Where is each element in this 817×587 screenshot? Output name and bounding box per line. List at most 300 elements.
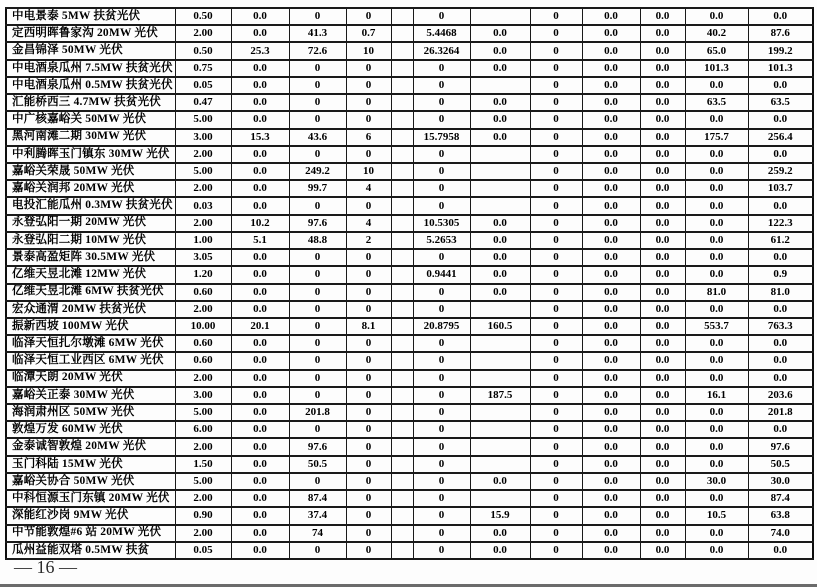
table-row <box>6 77 813 94</box>
value-cell: 256.4 <box>748 129 813 146</box>
value-cell: 0 <box>530 318 582 335</box>
value-cell: 0.0 <box>582 163 640 180</box>
value-cell: 0.0 <box>470 25 530 42</box>
value-cell: 0.0 <box>231 421 289 438</box>
plant-name-cell: 振新西坡 100MW 光伏 <box>6 318 175 335</box>
plant-name-cell: 玉门科陆 15MW 光伏 <box>6 456 175 473</box>
value-cell: 0 <box>289 249 346 266</box>
value-cell: 63.5 <box>748 94 813 111</box>
plant-name-cell: 汇能桥西三 4.7MW 扶贫光伏 <box>6 94 175 111</box>
spacer-cell <box>391 77 413 94</box>
value-cell: 199.2 <box>748 42 813 59</box>
value-cell: 0 <box>530 111 582 128</box>
value-cell: 5.1 <box>231 232 289 249</box>
value-cell: 48.8 <box>289 232 346 249</box>
value-cell: 0.0 <box>640 215 685 232</box>
value-cell: 0.0 <box>231 370 289 387</box>
value-cell: 122.3 <box>748 215 813 232</box>
value-cell: 50.5 <box>289 456 346 473</box>
value-cell: 0 <box>346 146 391 163</box>
value-cell: 0 <box>413 249 470 266</box>
value-cell: 0 <box>289 352 346 369</box>
value-cell: 0 <box>413 352 470 369</box>
value-cell: 0 <box>346 60 391 77</box>
value-cell: 2 <box>346 232 391 249</box>
value-cell: 50.5 <box>748 456 813 473</box>
value-cell: 0 <box>289 60 346 77</box>
value-cell: 0 <box>289 473 346 490</box>
value-cell: 0.90 <box>175 507 231 524</box>
value-cell: 2.00 <box>175 525 231 542</box>
value-cell: 0.0 <box>231 25 289 42</box>
value-cell: 15.9 <box>470 507 530 524</box>
value-cell: 0 <box>346 249 391 266</box>
value-cell: 0.0 <box>640 197 685 214</box>
plant-name-cell: 亿维天昱北滩 6MW 扶贫光伏 <box>6 284 175 301</box>
value-cell: 0.0 <box>685 146 748 163</box>
table-body <box>6 8 813 559</box>
value-cell: 0 <box>530 542 582 559</box>
value-cell: 0.0 <box>582 60 640 77</box>
value-cell: 0.0 <box>582 404 640 421</box>
value-cell: 0.0 <box>470 94 530 111</box>
value-cell: 0 <box>413 163 470 180</box>
value-cell: 0 <box>530 42 582 59</box>
value-cell: 0.0 <box>748 8 813 25</box>
value-cell: 203.6 <box>748 387 813 404</box>
value-cell: 8.1 <box>346 318 391 335</box>
value-cell: 0 <box>289 542 346 559</box>
spacer-cell <box>391 215 413 232</box>
value-cell: 0.0 <box>685 456 748 473</box>
value-cell: 249.2 <box>289 163 346 180</box>
value-cell <box>470 335 530 352</box>
spacer-cell <box>391 146 413 163</box>
value-cell: 5.4468 <box>413 25 470 42</box>
value-cell: 101.3 <box>748 60 813 77</box>
value-cell: 0.0 <box>685 335 748 352</box>
value-cell: 0.0 <box>640 180 685 197</box>
spacer-cell <box>391 94 413 111</box>
value-cell: 0.0 <box>748 146 813 163</box>
value-cell: 81.0 <box>685 284 748 301</box>
value-cell: 0.75 <box>175 60 231 77</box>
value-cell: 4 <box>346 215 391 232</box>
value-cell: 0 <box>530 60 582 77</box>
value-cell: 0 <box>413 370 470 387</box>
plant-name-cell: 宏众通渭 20MW 扶贫光伏 <box>6 301 175 318</box>
value-cell: 0.0 <box>582 94 640 111</box>
value-cell: 0.0 <box>582 370 640 387</box>
spacer-cell <box>391 42 413 59</box>
value-cell: 0.0 <box>582 421 640 438</box>
value-cell: 0 <box>530 180 582 197</box>
value-cell: 0 <box>346 370 391 387</box>
value-cell: 0.60 <box>175 335 231 352</box>
table-row <box>6 352 813 369</box>
value-cell: 0.0 <box>470 215 530 232</box>
value-cell: 10.00 <box>175 318 231 335</box>
table-row <box>6 335 813 352</box>
value-cell: 0.0 <box>640 94 685 111</box>
value-cell: 0 <box>289 301 346 318</box>
value-cell: 5.2653 <box>413 232 470 249</box>
value-cell <box>470 438 530 455</box>
value-cell: 0 <box>346 301 391 318</box>
value-cell: 0.0 <box>470 129 530 146</box>
value-cell: 0.0 <box>685 352 748 369</box>
value-cell: 0.0 <box>685 215 748 232</box>
value-cell: 0 <box>346 490 391 507</box>
value-cell: 6 <box>346 129 391 146</box>
value-cell: 0.0 <box>685 404 748 421</box>
value-cell: 0.0 <box>582 215 640 232</box>
value-cell: 0.0 <box>640 421 685 438</box>
value-cell: 0.0 <box>231 473 289 490</box>
value-cell: 0 <box>346 438 391 455</box>
plant-name-cell: 中节能敦煌#6 站 20MW 光伏 <box>6 525 175 542</box>
value-cell: 3.05 <box>175 249 231 266</box>
plant-name-cell: 中科恒源玉门东镇 20MW 光伏 <box>6 490 175 507</box>
value-cell: 0.0 <box>231 77 289 94</box>
value-cell: 0 <box>530 525 582 542</box>
value-cell: 0 <box>530 146 582 163</box>
value-cell <box>470 180 530 197</box>
value-cell: 0.0 <box>748 77 813 94</box>
spacer-cell <box>391 507 413 524</box>
value-cell: 0.0 <box>470 42 530 59</box>
value-cell: 0.0 <box>640 387 685 404</box>
plant-name-cell: 定西明晖鲁家沟 20MW 光伏 <box>6 25 175 42</box>
value-cell: 0.0 <box>231 301 289 318</box>
value-cell: 97.6 <box>289 215 346 232</box>
value-cell: 0 <box>289 8 346 25</box>
value-cell: 0 <box>413 77 470 94</box>
value-cell: 2.00 <box>175 215 231 232</box>
value-cell: 0 <box>413 111 470 128</box>
plant-name-cell: 中利腾晖玉门镇东 30MW 光伏 <box>6 146 175 163</box>
value-cell: 0.0 <box>582 111 640 128</box>
value-cell: 0.0 <box>640 163 685 180</box>
plant-name-cell: 敦煌万发 60MW 光伏 <box>6 421 175 438</box>
table-row <box>6 421 813 438</box>
value-cell: 0.0 <box>748 352 813 369</box>
value-cell: 0.7 <box>346 25 391 42</box>
value-cell: 0.50 <box>175 42 231 59</box>
table-row <box>6 456 813 473</box>
plant-name-cell: 瓜州益能双塔 0.5MW 扶贫 <box>6 542 175 559</box>
value-cell: 0.0 <box>231 60 289 77</box>
value-cell: 0 <box>346 77 391 94</box>
value-cell: 0.0 <box>231 197 289 214</box>
value-cell: 30.0 <box>748 473 813 490</box>
value-cell: 0.0 <box>582 284 640 301</box>
value-cell: 0 <box>289 111 346 128</box>
value-cell: 0.0 <box>582 146 640 163</box>
plant-name-cell: 临泽天恒工业西区 6MW 光伏 <box>6 352 175 369</box>
value-cell: 0 <box>530 284 582 301</box>
value-cell: 0.0 <box>640 335 685 352</box>
value-cell: 0 <box>530 266 582 283</box>
value-cell: 0.0 <box>231 335 289 352</box>
value-cell: 0.03 <box>175 197 231 214</box>
value-cell: 0.0 <box>685 249 748 266</box>
table-row <box>6 25 813 42</box>
value-cell: 74 <box>289 525 346 542</box>
value-cell: 0.0 <box>582 456 640 473</box>
value-cell: 0.0 <box>582 249 640 266</box>
value-cell: 0 <box>413 438 470 455</box>
value-cell: 10.5305 <box>413 215 470 232</box>
value-cell: 0.9 <box>748 266 813 283</box>
value-cell: 20.8795 <box>413 318 470 335</box>
value-cell: 3.00 <box>175 387 231 404</box>
table-row <box>6 163 813 180</box>
value-cell: 0 <box>530 352 582 369</box>
value-cell: 0 <box>346 284 391 301</box>
value-cell: 0.05 <box>175 542 231 559</box>
value-cell: 0 <box>346 352 391 369</box>
value-cell: 0.0 <box>582 77 640 94</box>
value-cell: 0.0 <box>685 370 748 387</box>
value-cell: 0.0 <box>748 421 813 438</box>
value-cell: 0 <box>289 421 346 438</box>
value-cell: 0 <box>413 335 470 352</box>
value-cell: 0.0 <box>685 163 748 180</box>
value-cell <box>470 197 530 214</box>
value-cell: 0 <box>413 94 470 111</box>
value-cell: 74.0 <box>748 525 813 542</box>
value-cell: 0.0 <box>470 525 530 542</box>
value-cell: 0.0 <box>640 284 685 301</box>
value-cell: 0.0 <box>748 370 813 387</box>
value-cell: 0.0 <box>685 197 748 214</box>
spacer-cell <box>391 352 413 369</box>
value-cell: 0 <box>413 197 470 214</box>
value-cell: 0 <box>530 94 582 111</box>
value-cell: 0.0 <box>685 301 748 318</box>
value-cell: 2.00 <box>175 370 231 387</box>
value-cell: 0.0 <box>685 232 748 249</box>
value-cell: 0 <box>413 180 470 197</box>
spacer-cell <box>391 473 413 490</box>
value-cell: 0.0 <box>582 301 640 318</box>
table-row <box>6 249 813 266</box>
value-cell: 0.0 <box>640 42 685 59</box>
value-cell: 0.0 <box>640 473 685 490</box>
value-cell: 20.1 <box>231 318 289 335</box>
value-cell: 0.50 <box>175 8 231 25</box>
value-cell: 0 <box>530 456 582 473</box>
value-cell: 16.1 <box>685 387 748 404</box>
value-cell: 1.00 <box>175 232 231 249</box>
value-cell: 0.0 <box>640 404 685 421</box>
plant-name-cell: 中电景泰 5MW 扶贫光伏 <box>6 8 175 25</box>
value-cell: 0.0 <box>748 542 813 559</box>
value-cell: 81.0 <box>748 284 813 301</box>
value-cell: 0.0 <box>640 60 685 77</box>
table-row <box>6 473 813 490</box>
value-cell: 0.0 <box>470 249 530 266</box>
value-cell: 0.0 <box>582 318 640 335</box>
spacer-cell <box>391 318 413 335</box>
spacer-cell <box>391 387 413 404</box>
value-cell: 0 <box>530 490 582 507</box>
value-cell: 0.0 <box>582 438 640 455</box>
value-cell: 5.00 <box>175 111 231 128</box>
value-cell: 0.0 <box>231 542 289 559</box>
table-row <box>6 266 813 283</box>
value-cell: 0.0 <box>582 8 640 25</box>
plant-name-cell: 金昌锦泽 50MW 光伏 <box>6 42 175 59</box>
table-row <box>6 404 813 421</box>
value-cell: 0.0 <box>640 301 685 318</box>
value-cell: 0 <box>289 94 346 111</box>
value-cell <box>470 146 530 163</box>
value-cell: 0.0 <box>582 25 640 42</box>
table-row <box>6 146 813 163</box>
value-cell: 0 <box>289 284 346 301</box>
value-cell: 65.0 <box>685 42 748 59</box>
value-cell: 40.2 <box>685 25 748 42</box>
spacer-cell <box>391 232 413 249</box>
value-cell: 0.0 <box>685 438 748 455</box>
spacer-cell <box>391 197 413 214</box>
value-cell: 5.00 <box>175 473 231 490</box>
value-cell: 0.0 <box>640 456 685 473</box>
table-row <box>6 8 813 25</box>
value-cell: 15.7958 <box>413 129 470 146</box>
value-cell: 63.8 <box>748 507 813 524</box>
value-cell: 3.00 <box>175 129 231 146</box>
value-cell: 0 <box>530 197 582 214</box>
value-cell: 0 <box>289 370 346 387</box>
spacer-cell <box>391 335 413 352</box>
value-cell: 0.0 <box>231 146 289 163</box>
spacer-cell <box>391 8 413 25</box>
value-cell <box>470 8 530 25</box>
value-cell: 0 <box>530 387 582 404</box>
value-cell: 0 <box>530 129 582 146</box>
value-cell: 0.0 <box>640 352 685 369</box>
value-cell <box>470 301 530 318</box>
value-cell: 0 <box>530 370 582 387</box>
value-cell: 0 <box>530 232 582 249</box>
plant-name-cell: 嘉峪关润邦 20MW 光伏 <box>6 180 175 197</box>
value-cell: 0.0 <box>231 249 289 266</box>
value-cell: 187.5 <box>470 387 530 404</box>
value-cell: 0 <box>413 473 470 490</box>
value-cell: 0 <box>530 404 582 421</box>
plant-name-cell: 嘉峪关协合 50MW 光伏 <box>6 473 175 490</box>
spacer-cell <box>391 180 413 197</box>
plant-name-cell: 临泽天恒扎尔墩滩 6MW 光伏 <box>6 335 175 352</box>
spacer-cell <box>391 129 413 146</box>
value-cell: 0 <box>346 266 391 283</box>
value-cell: 0.0 <box>231 180 289 197</box>
value-cell: 0.0 <box>231 507 289 524</box>
value-cell: 0.0 <box>640 370 685 387</box>
spacer-cell <box>391 456 413 473</box>
value-cell: 0 <box>346 507 391 524</box>
value-cell: 5.00 <box>175 163 231 180</box>
value-cell: 0.0 <box>685 490 748 507</box>
value-cell: 160.5 <box>470 318 530 335</box>
spacer-cell <box>391 163 413 180</box>
value-cell <box>470 421 530 438</box>
value-cell: 0 <box>530 507 582 524</box>
value-cell <box>470 370 530 387</box>
value-cell: 30.0 <box>685 473 748 490</box>
plant-name-cell: 永登弘阳二期 10MW 光伏 <box>6 232 175 249</box>
value-cell <box>470 456 530 473</box>
value-cell: 0.0 <box>582 42 640 59</box>
value-cell: 0.0 <box>640 111 685 128</box>
value-cell: 103.7 <box>748 180 813 197</box>
value-cell: 0.0 <box>685 77 748 94</box>
value-cell <box>470 77 530 94</box>
value-cell: 0 <box>289 387 346 404</box>
value-cell: 0.60 <box>175 284 231 301</box>
value-cell: 2.00 <box>175 180 231 197</box>
value-cell: 0 <box>289 335 346 352</box>
table-row <box>6 197 813 214</box>
spacer-cell <box>391 421 413 438</box>
value-cell: 0 <box>413 60 470 77</box>
plant-name-cell: 中电酒泉瓜州 0.5MW 扶贫光伏 <box>6 77 175 94</box>
value-cell: 97.6 <box>289 438 346 455</box>
value-cell: 0.0 <box>231 352 289 369</box>
spacer-cell <box>391 404 413 421</box>
value-cell: 0.0 <box>748 301 813 318</box>
value-cell: 0.0 <box>231 456 289 473</box>
value-cell: 61.2 <box>748 232 813 249</box>
value-cell: 0.0 <box>685 180 748 197</box>
value-cell: 87.4 <box>289 490 346 507</box>
plant-name-cell: 嘉峪关荣晟 50MW 光伏 <box>6 163 175 180</box>
value-cell: 4 <box>346 180 391 197</box>
value-cell: 0 <box>413 542 470 559</box>
value-cell: 0.0 <box>685 266 748 283</box>
value-cell: 0.0 <box>582 266 640 283</box>
table-row <box>6 318 813 335</box>
value-cell: 41.3 <box>289 25 346 42</box>
value-cell: 0 <box>413 146 470 163</box>
spacer-cell <box>391 60 413 77</box>
table-row <box>6 111 813 128</box>
value-cell: 0.0 <box>582 473 640 490</box>
value-cell: 0 <box>530 25 582 42</box>
value-cell: 37.4 <box>289 507 346 524</box>
value-cell <box>470 352 530 369</box>
spacer-cell <box>391 370 413 387</box>
value-cell: 0 <box>413 8 470 25</box>
value-cell: 0.0 <box>685 542 748 559</box>
table-row <box>6 94 813 111</box>
table-row <box>6 370 813 387</box>
value-cell: 0 <box>413 284 470 301</box>
value-cell: 0 <box>530 301 582 318</box>
plant-name-cell: 亿维天昱北滩 12MW 光伏 <box>6 266 175 283</box>
value-cell: 15.3 <box>231 129 289 146</box>
value-cell: 0.0 <box>231 404 289 421</box>
value-cell: 10.2 <box>231 215 289 232</box>
plant-name-cell: 海润肃州区 50MW 光伏 <box>6 404 175 421</box>
value-cell: 0.0 <box>640 8 685 25</box>
spacer-cell <box>391 490 413 507</box>
plant-name-cell: 电投汇能瓜州 0.3MW 扶贫光伏 <box>6 197 175 214</box>
spacer-cell <box>391 249 413 266</box>
